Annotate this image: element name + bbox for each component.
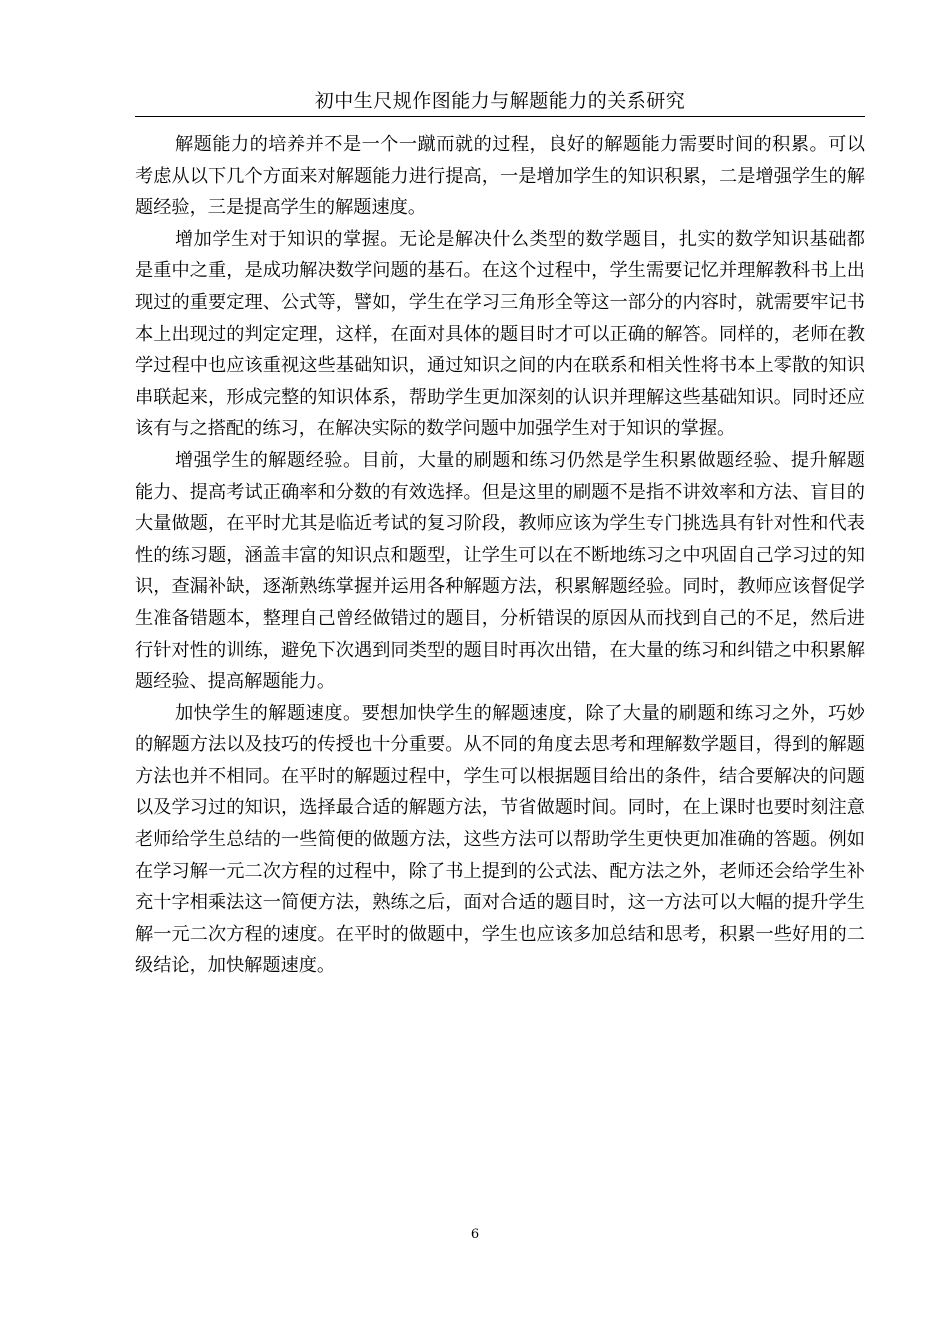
header-divider	[135, 116, 865, 117]
running-header: 初中生尺规作图能力与解题能力的关系研究	[314, 90, 686, 112]
paragraph-intro: 解题能力的培养并不是一个一蹴而就的过程，良好的解题能力需要时间的积累。可以考虑从以下几个方面来对解题能力进行提高，一是增加学生的知识积累，二是增强学生的解题经验，三是提高学生的解题速度。	[135, 134, 865, 219]
paragraph-speed: 加快学生的解题速度。要想加快学生的解题速度，除了大量的刷题和练习之外，巧妙的解题方法以及技巧的传授也十分重要。从不同的角度去思考和理解数学题目，得到的解题方法也并不相同。在平时的解题过程中，学生可以根据题目给出的条件，结合要解决的问题以及学习过的知识，选择最合适的解题方法，节省做题时间。同时，在上课时也要时刻注意老师给学生总结的一些简便的做题方法，这些方法可以帮助学生更快更加准确的答题。例如在学习解一元二次方程的过程中，除了书上提到的公式法、配方法之外，老师还会给学生补充十字相乘法这一简便方法，熟练之后，面对合适的题目时，这一方法可以大幅的提升学生解一元二次方程的速度。在平时的做题中，学生也应该多加总结和思考，积累一些好用的二级结论，加快解题速度。	[135, 702, 865, 977]
paragraph-experience: 增强学生的解题经验。目前，大量的刷题和练习仍然是学生积累做题经验、提升解题能力、提高考试正确率和分数的有效选择。但是这里的刷题不是指不讲效率和方法、盲目的大量做题，在平时尤其是临近考试的复习阶段，教师应该为学生专门挑选具有针对性和代表性的练习题，涵盖丰富的知识点和题型，让学生可以在不断地练习之中巩固自己学习过的知识，查漏补缺，逐渐熟练掌握并运用各种解题方法，积累解题经验。同时，教师应该督促学生准备错题本，整理自己曾经做错过的题目，分析错误的原因从而找到自己的不足，然后进行针对性的训练，避免下次遇到同类型的题目时再次出错，在大量的练习和纠错之中积累解题经验、提高解题能力。	[135, 449, 865, 693]
paragraph-knowledge: 增加学生对于知识的掌握。无论是解决什么类型的数学题目，扎实的数学知识基础都是重中之重，是成功解决数学问题的基石。在这个过程中，学生需要记忆并理解教科书上出现过的重要定理、公式等，譬如，学生在学习三角形全等这一部分的内容时，就需要牢记书本上出现过的判定定理，这样，在面对具体的题目时才可以正确的解答。同样的，老师在教学过程中也应该重视这些基础知识，通过知识之间的内在联系和相关性将书本上零散的知识串联起来，形成完整的知识体系，帮助学生更加深刻的认识并理解这些基础知识。同时还应该有与之搭配的练习，在解决实际的数学问题中加强学生对于知识的掌握。	[135, 228, 865, 440]
page-number: 6	[470, 1227, 480, 1242]
body-text	[135, 129, 865, 982]
